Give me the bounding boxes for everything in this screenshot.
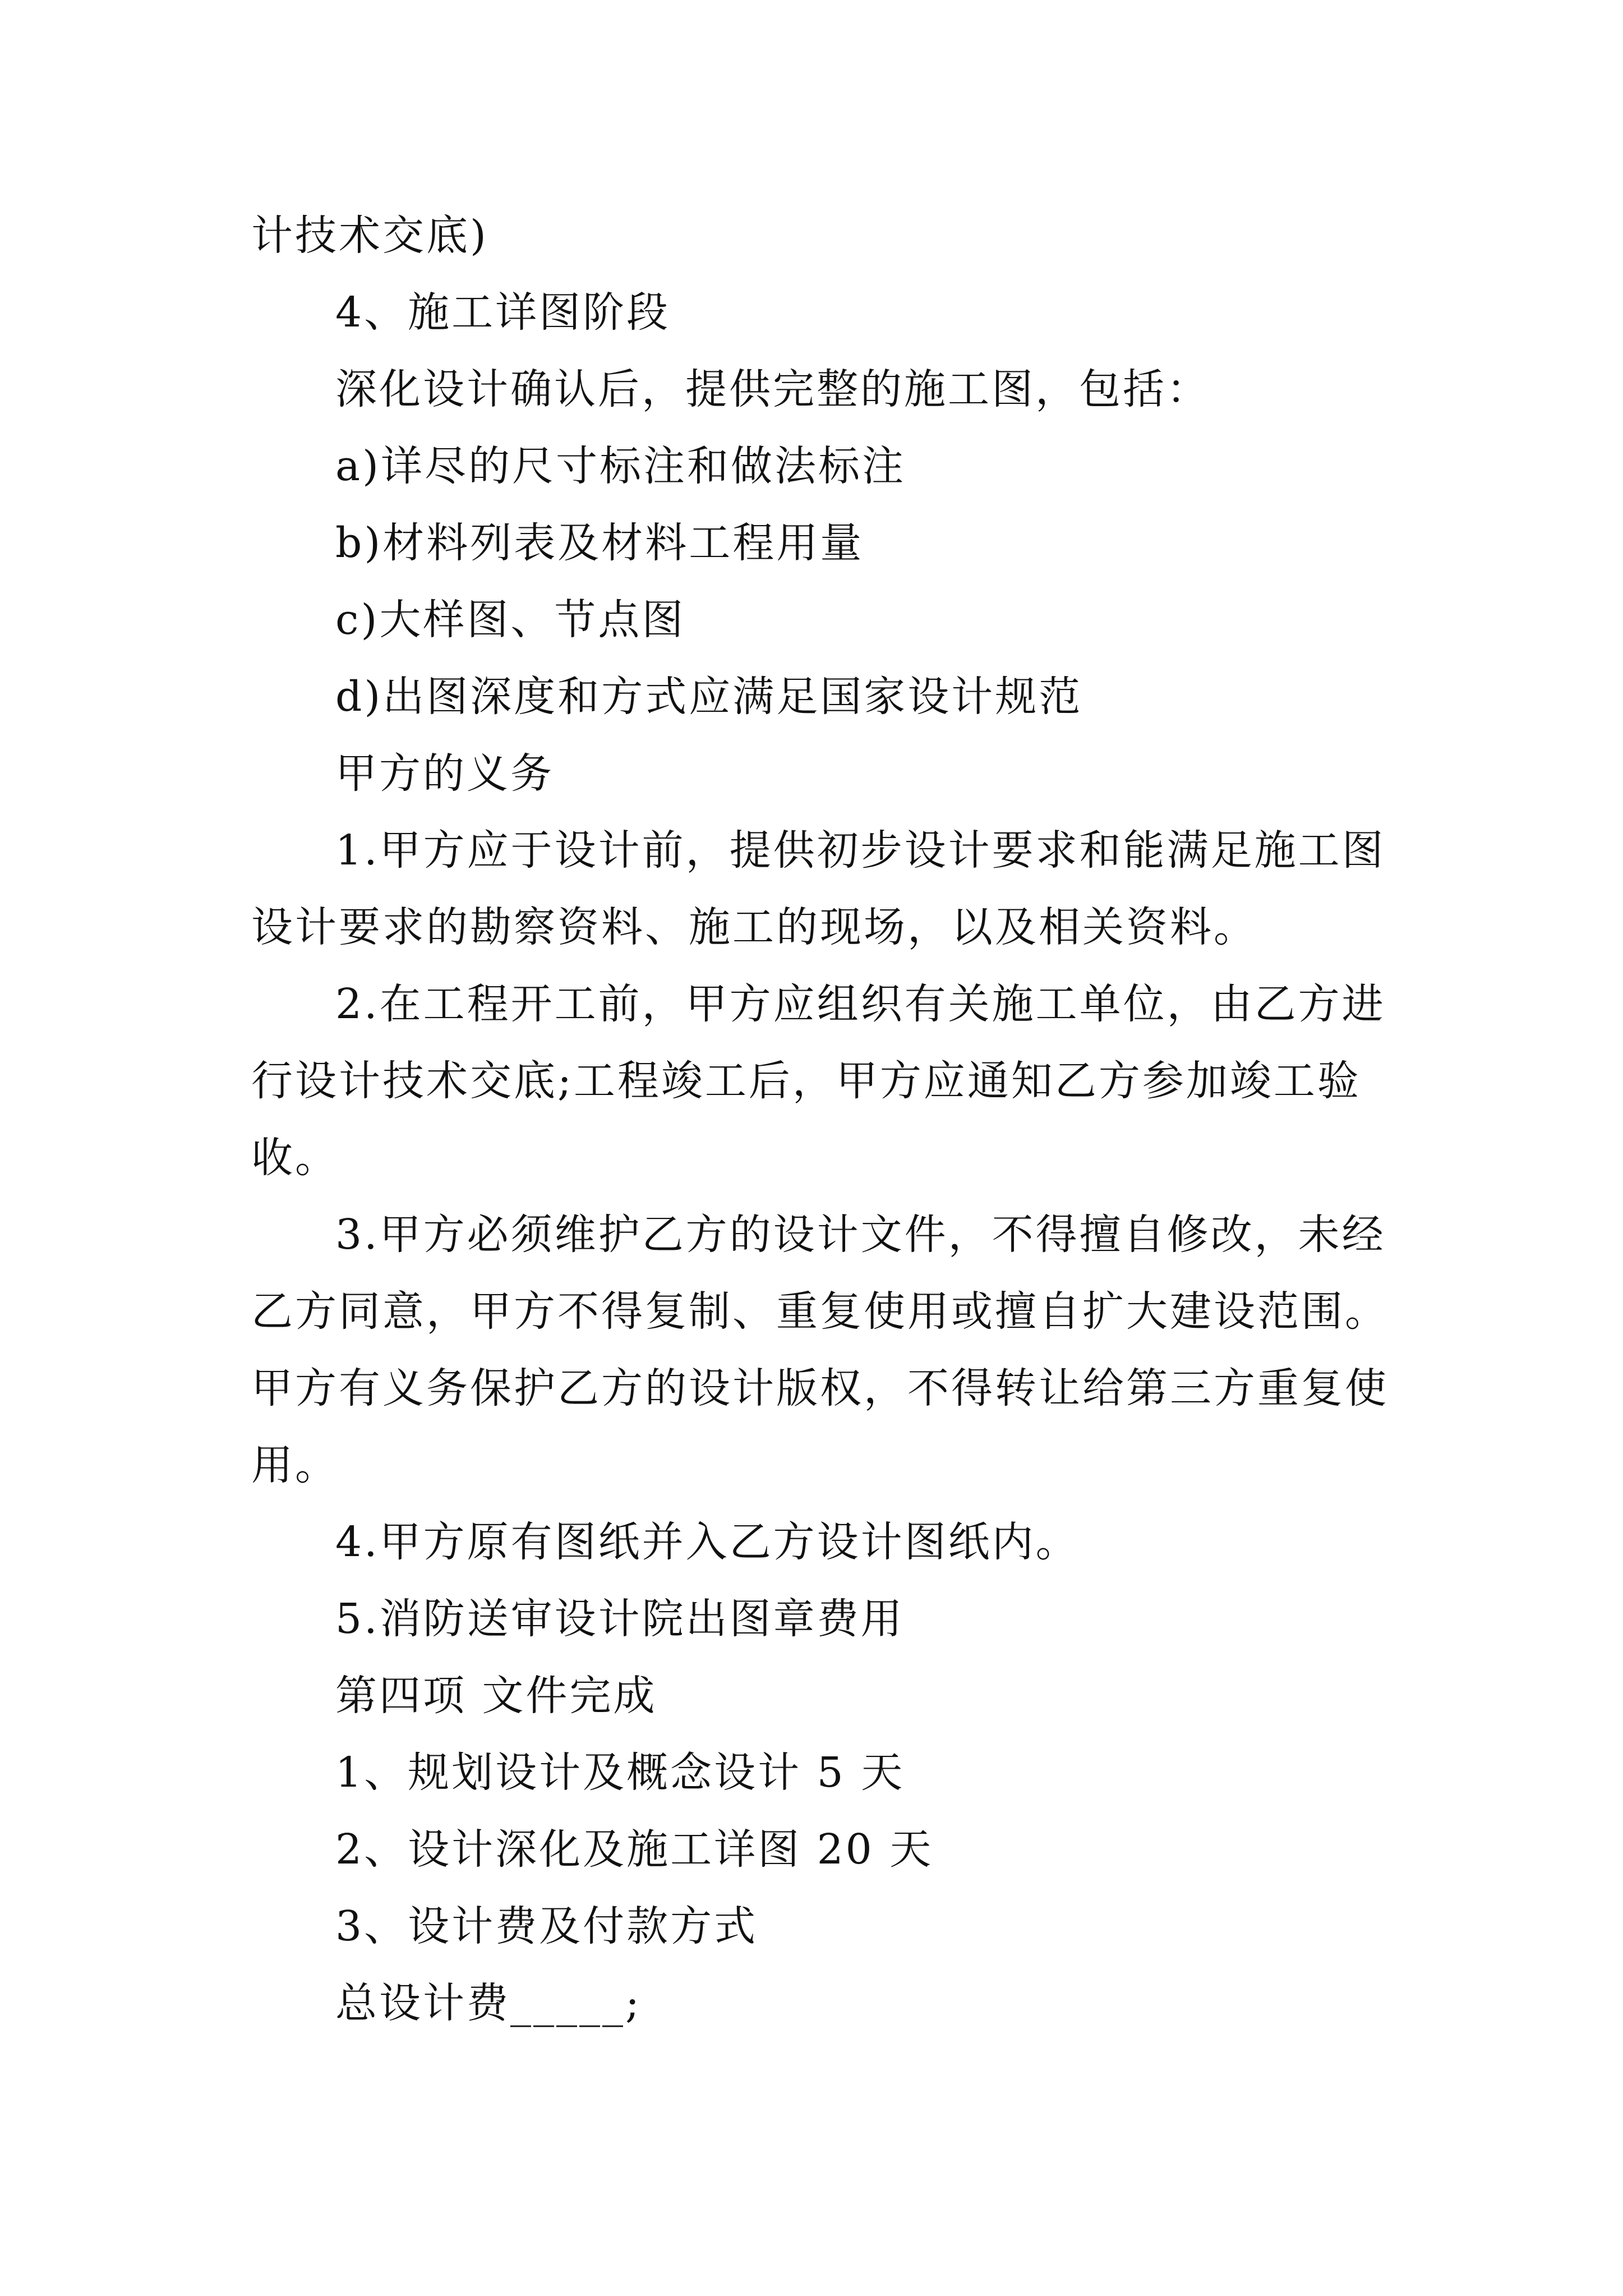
text-line: 计技术交底) [251, 211, 488, 260]
fee-line: 总设计费_____; [335, 1979, 642, 2027]
paragraph-line: 3.甲方必须维护乙方的设计文件，不得擅自修改，未经 [335, 1211, 1386, 1259]
list-item: c)大样图、节点图 [335, 596, 686, 644]
paragraph-line: 4.甲方原有图纸并入乙方设计图纸内。 [335, 1518, 1080, 1566]
list-item: a)详尽的尺寸标注和做法标注 [335, 442, 906, 490]
paragraph-line: 收。 [251, 1134, 339, 1182]
document-body [251, 197, 1440, 2042]
paragraph-line: 2.在工程开工前，甲方应组织有关施工单位，由乙方进 [335, 980, 1386, 1028]
section-heading: 甲方的义务 [335, 749, 554, 798]
list-item: 2、设计深化及施工详图 20 天 [335, 1825, 934, 1874]
paragraph-line: 甲方有义务保护乙方的设计版权，不得转让给第三方重复使 [251, 1364, 1389, 1412]
paragraph-line: 行设计技术交底;工程竣工后，甲方应通知乙方参加竣工验 [251, 1057, 1361, 1105]
section-heading: 4、施工详图阶段 [335, 288, 671, 337]
paragraph-line: 设计要求的勘察资料、施工的现场，以及相关资料。 [251, 903, 1257, 951]
section-heading: 第四项 文件完成 [335, 1672, 657, 1720]
list-item: 1、规划设计及概念设计 5 天 [335, 1749, 905, 1797]
paragraph-line: 5.消防送审设计院出图章费用 [335, 1595, 905, 1643]
list-item: 3、设计费及付款方式 [335, 1902, 758, 1950]
paragraph-line: 1.甲方应于设计前，提供初步设计要求和能满足施工图 [335, 826, 1386, 875]
list-item: d)出图深度和方式应满足国家设计规范 [335, 673, 1083, 721]
paragraph-line: 乙方同意，甲方不得复制、重复使用或擅自扩大建设范围。 [251, 1287, 1389, 1336]
list-item: b)材料列表及材料工程用量 [335, 519, 864, 567]
paragraph-line: 用。 [251, 1441, 339, 1489]
text-line: 深化设计确认后，提供完整的施工图，包括： [335, 365, 1210, 413]
